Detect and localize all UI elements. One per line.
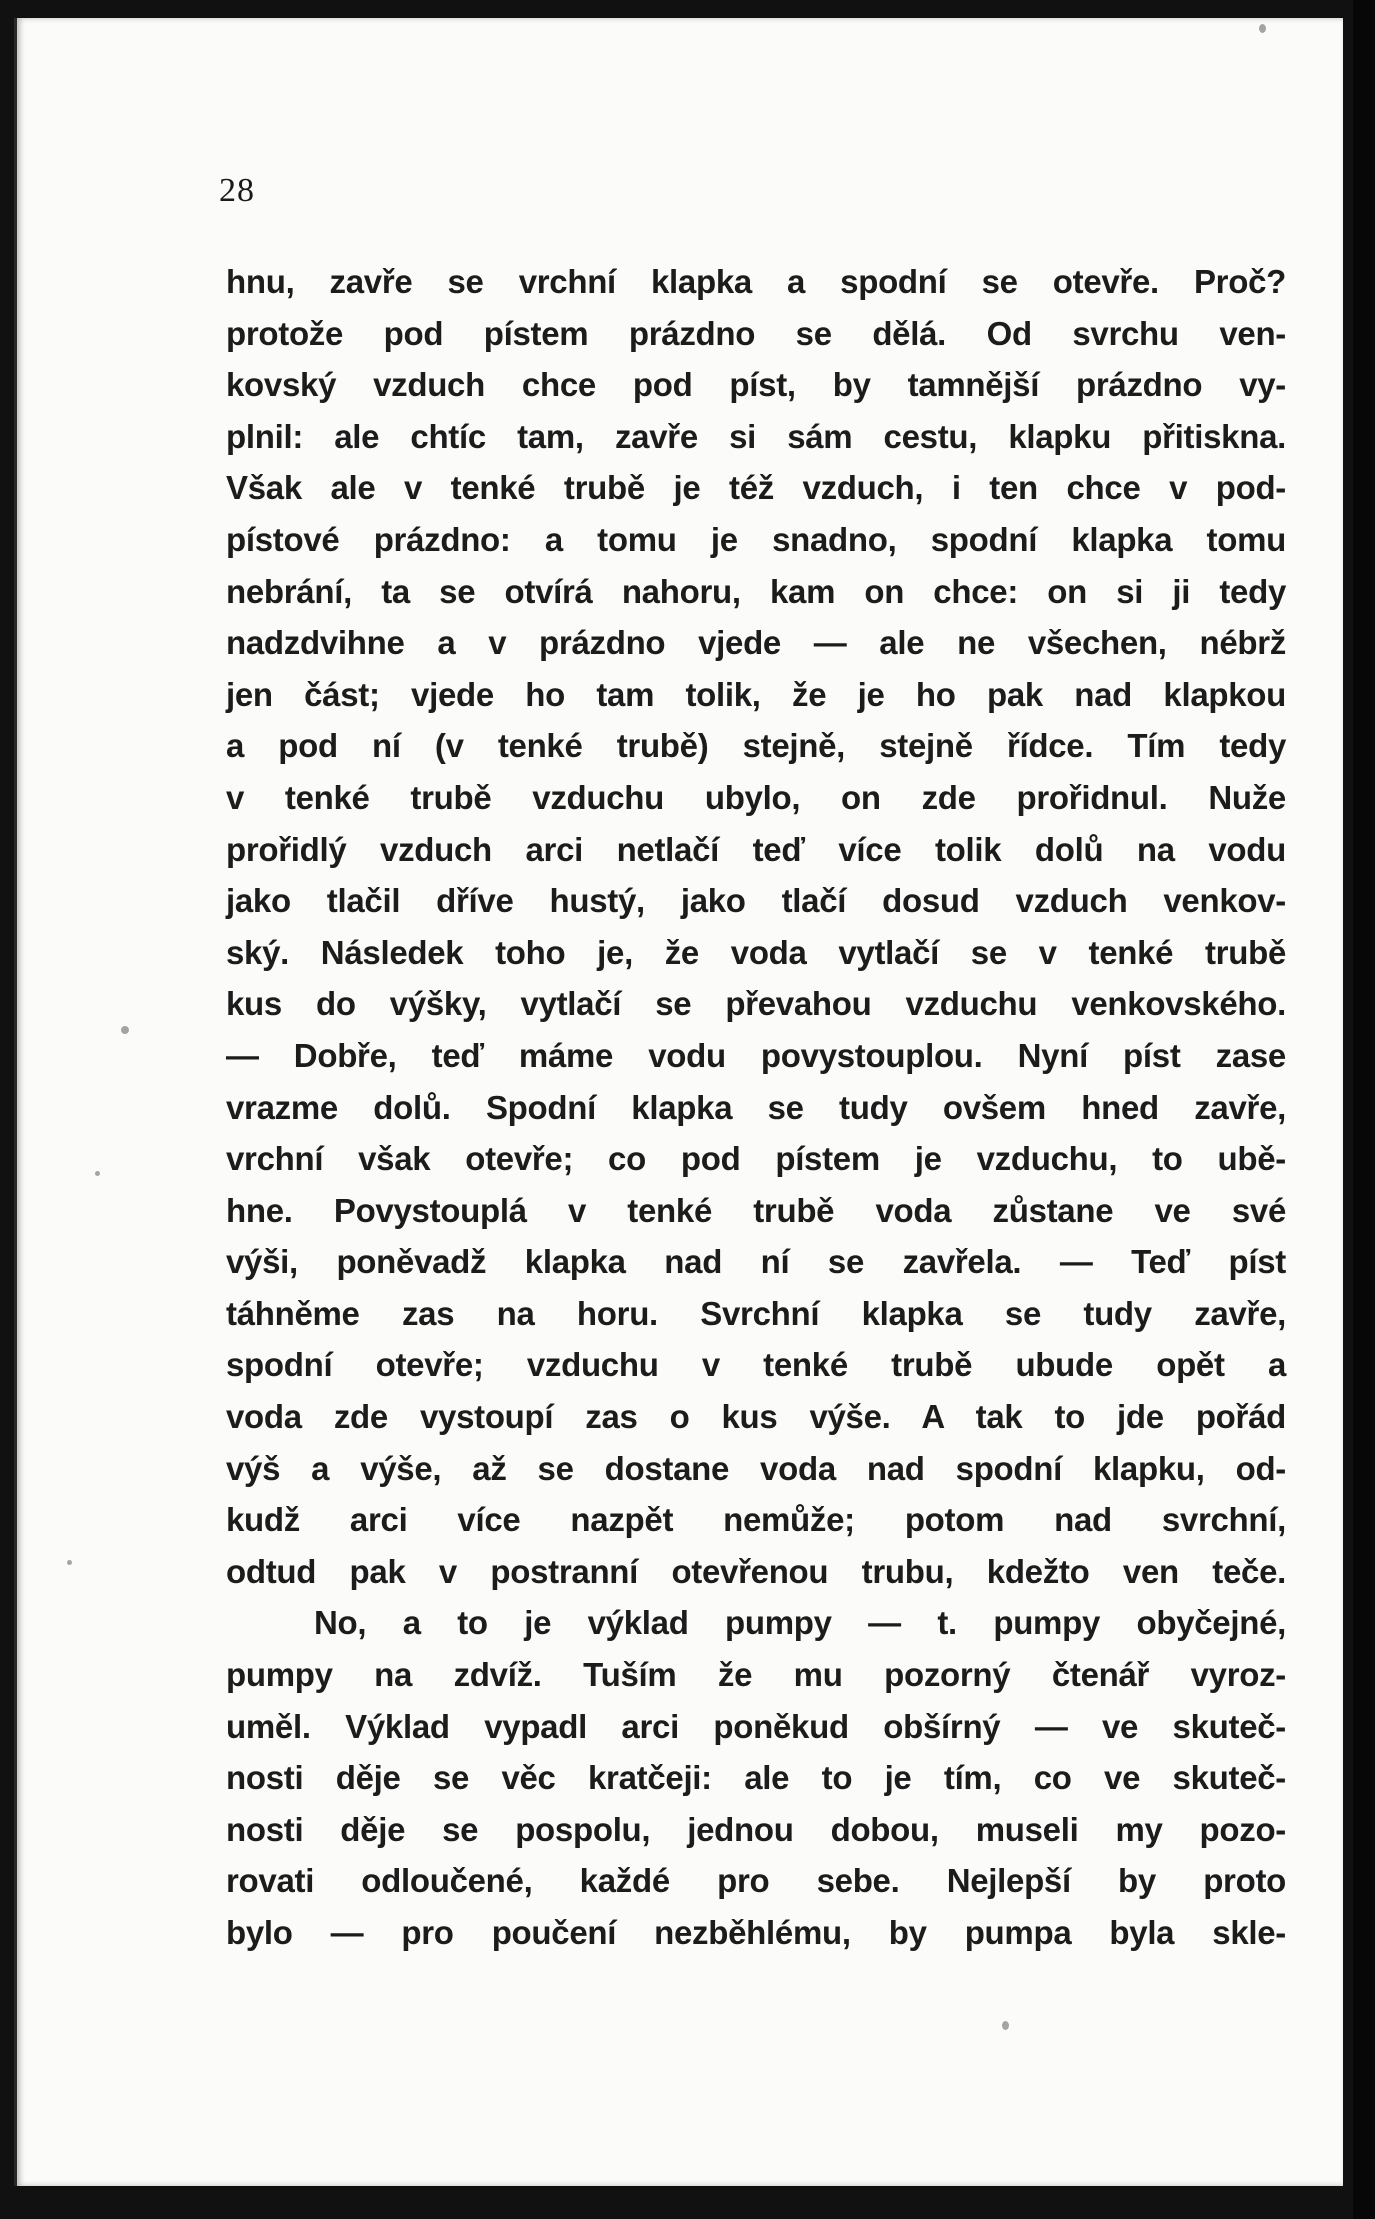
text-line: voda zde vystoupí zas o kus výše. A tak to jde pořád: [226, 1398, 1286, 1436]
text-line: vrazme dolů. Spodní klapka se tudy ovšem hned zavře,: [226, 1088, 1286, 1126]
text-line: kudž arci více nazpět nemůže; potom nad svrchní,: [226, 1501, 1286, 1539]
text-line: v tenké trubě vzduchu ubylo, on zde prořidnul. Nuže: [226, 778, 1286, 816]
text-line: — Dobře, teď máme vodu povystouplou. Nyní píst zase: [226, 1036, 1286, 1074]
text-line: nosti děje se věc kratčeji: ale to je tím, co ve skuteč-: [226, 1759, 1286, 1797]
text-line: jen část; vjede ho tam tolik, že je ho pak nad klapkou: [226, 675, 1286, 713]
text-line: pumpy na zdvíž. Tuším že mu pozorný čtenář vyroz-: [226, 1656, 1286, 1694]
text-line: vrchní však otevře; co pod pístem je vzduchu, to ubě-: [226, 1140, 1286, 1178]
text-line: výši, poněvadž klapka nad ní se zavřela. — Teď píst: [226, 1243, 1286, 1281]
ink-speck: [1259, 24, 1266, 33]
body-text: [226, 256, 1286, 1959]
text-line: táhněme zas na horu. Svrchní klapka se tudy zavře,: [226, 1294, 1286, 1332]
text-line: nadzdvihne a v prázdno vjede — ale ne všechen, nébrž: [226, 624, 1286, 662]
text-line: odtud pak v postranní otevřenou trubu, kdežto ven teče.: [226, 1552, 1286, 1590]
text-line: spodní otevře; vzduchu v tenké trubě ubude opět a: [226, 1346, 1286, 1384]
text-line: protože pod pístem prázdno se dělá. Od svrchu ven-: [226, 314, 1286, 352]
text-line: ský. Následek toho je, že voda vytlačí se v tenké trubě: [226, 933, 1286, 971]
text-line: Však ale v tenké trubě je též vzduch, i ten chce v pod-: [226, 469, 1286, 507]
scan-edge: [1353, 0, 1375, 2219]
text-line: kovský vzduch chce pod píst, by tamnější prázdno vy-: [226, 366, 1286, 404]
text-line: kus do výšky, vytlačí se převahou vzduchu venkovského.: [226, 985, 1286, 1023]
text-line: a pod ní (v tenké trubě) stejně, stejně řídce. Tím tedy: [226, 727, 1286, 765]
text-line: hnu, zavře se vrchní klapka a spodní se otevře. Proč?: [226, 263, 1286, 300]
page-number: 28: [219, 172, 255, 209]
text-line: prořidlý vzduch arci netlačí teď více tolik dolů na vodu: [226, 830, 1286, 868]
text-line: uměl. Výklad vypadl arci poněkud obšírný — ve skuteč-: [226, 1707, 1286, 1745]
ink-speck: [121, 1026, 129, 1034]
ink-speck: [1002, 2021, 1009, 2030]
text-line: bylo — pro poučení nezběhlému, by pumpa byla skle-: [226, 1914, 1286, 1951]
text-line: nebrání, ta se otvírá nahoru, kam on chce: on si ji tedy: [226, 572, 1286, 610]
text-line: plnil: ale chtíc tam, zavře si sám cestu, klapku přitiskna.: [226, 417, 1286, 455]
text-line: výš a výše, až se dostane voda nad spodní klapku, od-: [226, 1449, 1286, 1487]
text-line: jako tlačil dříve hustý, jako tlačí dosud vzduch venkov-: [226, 882, 1286, 920]
text-line: hne. Povystouplá v tenké trubě voda zůstane ve své: [226, 1191, 1286, 1229]
text-line: nosti děje se pospolu, jednou dobou, museli my pozo-: [226, 1810, 1286, 1848]
ink-speck: [67, 1560, 72, 1565]
text-line: No, a to je výklad pumpy — t. pumpy obyčejné,: [314, 1604, 1286, 1642]
text-line: rovati odloučené, každé pro sebe. Nejlepší by proto: [226, 1862, 1286, 1900]
text-line: pístové prázdno: a tomu je snadno, spodní klapka tomu: [226, 520, 1286, 558]
ink-speck: [95, 1171, 100, 1176]
